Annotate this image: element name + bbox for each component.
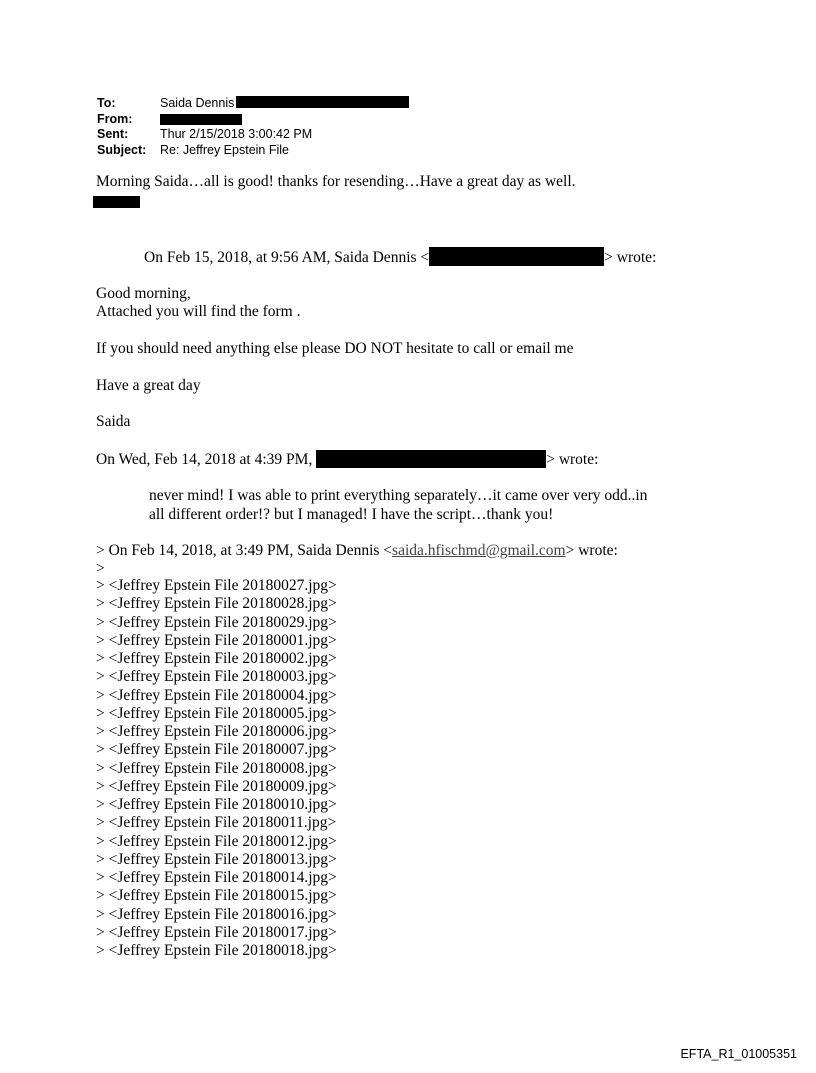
attachment-item: > <Jeffrey Epstein File 20180015.jpg> [96, 887, 337, 905]
attachment-item: > <Jeffrey Epstein File 20180010.jpg> [96, 796, 337, 813]
attachment-item: > <Jeffrey Epstein File 20180017.jpg> [96, 923, 337, 941]
sent-label: Sent: [97, 127, 129, 141]
attachment-item: > <Jeffrey Epstein File 20180002.jpg> [96, 650, 337, 667]
document-id: EFTA_R1_01005351 [680, 1047, 797, 1061]
quote1-line2: If you should need anything else please DO NOT hesitate to call or email me [96, 340, 574, 357]
email-header [97, 96, 409, 158]
attachment-item: > <Jeffrey Epstein File 20180001.jpg> [96, 631, 337, 649]
attachment-item: > <Jeffrey Epstein File 20180018.jpg> [96, 942, 337, 959]
sent-value: Thur 2/15/2018 3:00:42 PM [160, 127, 313, 141]
attachment-item: > <Jeffrey Epstein File 20180013.jpg> [96, 850, 337, 868]
attachment-item: > <Jeffrey Epstein File 20180012.jpg> [96, 832, 337, 850]
attachment-item: > <Jeffrey Epstein File 20180006.jpg> [96, 723, 337, 740]
quote2-attribution-suffix: > wrote: [546, 451, 599, 468]
quote3-email-link[interactable]: saida.hfischmd@gmail.com [392, 542, 566, 559]
attachment-item: > <Jeffrey Epstein File 20180007.jpg> [96, 741, 337, 759]
attachment-item: > <Jeffrey Epstein File 20180029.jpg> [96, 613, 337, 631]
quote2-attribution-prefix: On Wed, Feb 14, 2018 at 4:39 PM, [96, 451, 313, 468]
to-row [97, 96, 409, 112]
quote1-attribution-prefix: On Feb 15, 2018, at 9:56 AM, Saida Dennis < [144, 249, 430, 266]
subject-label: Subject: [97, 142, 147, 157]
attachment-item: > <Jeffrey Epstein File 20180005.jpg> [96, 704, 337, 722]
quote2-body-line1: never mind! I was able to print everything separately…it came over very odd..in [149, 487, 648, 504]
quote3-attribution-suffix: > wrote: [565, 542, 618, 559]
redaction-quote1-email [429, 247, 604, 266]
quote1-attribution [144, 247, 656, 267]
redaction-from [160, 114, 242, 125]
attachment-item: > <Jeffrey Epstein File 20180003.jpg> [96, 668, 337, 686]
attachment-item: > <Jeffrey Epstein File 20180011.jpg> [96, 814, 337, 832]
quote3-blank-line: > [96, 560, 105, 577]
reply-body: Morning Saida…all is good! thanks for resending…Have a great day as well. [96, 173, 576, 190]
redaction-quote2-email [316, 450, 546, 468]
quote1-line3: Have a great day [96, 377, 201, 394]
quote1-signature: Saida [96, 413, 131, 430]
to-label: To: [97, 96, 116, 110]
quote1-greeting: Good morning, [96, 285, 191, 302]
from-label: From: [97, 111, 133, 126]
attachment-item: > <Jeffrey Epstein File 20180016.jpg> [96, 905, 337, 923]
from-row [97, 112, 409, 128]
subject-row [97, 143, 409, 159]
quote2-body-line2: all different order!? but I managed! I have the script…thank you! [149, 506, 554, 523]
attachment-item: > <Jeffrey Epstein File 20180027.jpg> [96, 577, 337, 594]
attachment-item: > <Jeffrey Epstein File 20180014.jpg> [96, 869, 337, 886]
quote1-attribution-suffix: > wrote: [604, 249, 657, 266]
attachment-item: > <Jeffrey Epstein File 20180008.jpg> [96, 759, 337, 777]
to-value: Saida Dennis [160, 96, 235, 110]
attachment-item: > <Jeffrey Epstein File 20180009.jpg> [96, 777, 337, 795]
quote1-line1: Attached you will find the form . [96, 303, 301, 320]
attachment-list [96, 577, 337, 960]
attachment-item: > <Jeffrey Epstein File 20180028.jpg> [96, 595, 337, 613]
attachment-item: > <Jeffrey Epstein File 20180004.jpg> [96, 686, 337, 704]
redaction-signature [93, 196, 140, 208]
subject-value: Re: Jeffrey Epstein File [160, 142, 289, 157]
redaction-to-email [236, 96, 409, 108]
quote3-attribution-prefix: > On Feb 14, 2018, at 3:49 PM, Saida Dennis < [96, 542, 393, 559]
quote2-attribution [96, 450, 598, 469]
sent-row [97, 127, 409, 143]
quote3-attribution [96, 542, 618, 560]
